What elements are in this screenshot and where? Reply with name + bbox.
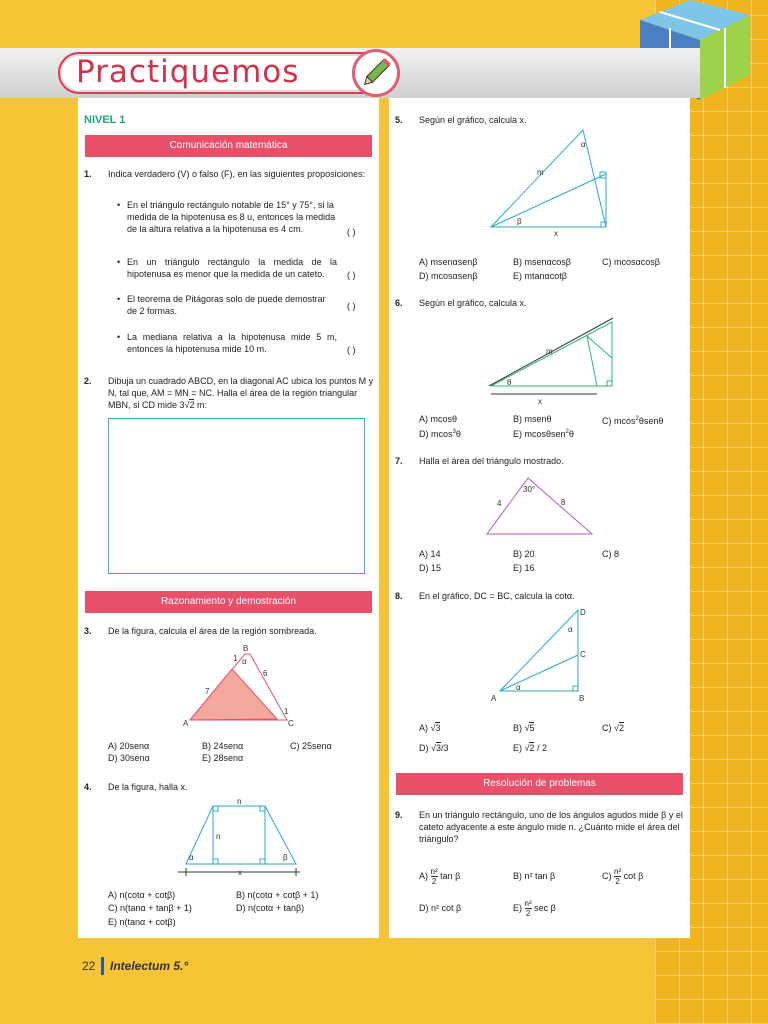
q5-option: C) mcosαcosβ [602,257,660,267]
page-title: Practiquemos [76,54,300,90]
q9-fraction [525,899,532,918]
q6-label-x: x [538,397,542,406]
q9-option-plain: n² tan β [524,871,556,881]
q1-bullet: • [117,332,121,342]
q7-option: D) 15 [419,563,442,573]
q3-label-7: 7 [205,687,210,696]
sqrt-icon: √ [524,743,530,753]
q3-figure [180,640,305,730]
q9-option-label: C) [602,871,612,881]
sqrt-icon: √ [431,743,436,753]
section-comunicacion: Comunicación matemática [85,135,372,157]
q9-numerator: n² [430,867,438,877]
q6-option [419,413,457,425]
q8-label-C: C [580,650,586,659]
q2-text [108,375,374,411]
q2-sqrt-value: 2 [189,400,195,410]
q6-option [419,426,461,440]
q8-text: En el gráfico, DC = BC, calcula la cotα. [419,591,575,601]
sqrt-icon: √ [524,723,530,733]
q6-option-sup: 2 [565,429,569,435]
q6-option-sup: 3 [452,429,456,435]
q4-label-x: x [238,868,242,877]
q8-option-label: D) [419,743,429,753]
q6-option-post: θ [568,429,574,439]
q9-option [602,864,643,888]
q4-label-alpha: α [189,853,194,862]
q6-option-pre: E) mcosθsen [513,429,566,439]
q2-text-b: m: [194,400,207,410]
q7-figure [484,472,596,538]
q5-option: A) msenαsenβ [419,257,478,267]
q9-denominator: 2 [615,877,620,887]
q4-label-n-top: n [237,797,242,806]
q9-option-label: E) [513,903,522,913]
q7-option: E) 16 [513,563,535,573]
q2-number: 2. [84,376,92,386]
q9-option-post: tan β [440,871,461,881]
q8-option-label: B) [513,723,522,733]
q2-text-a: Dibuja un cuadrado ABCD, en la diagonal AC ubica los puntos M y N, tal que, AM = MN = NC. Halla el área de la región triangular MBN, si CD mide 3 [108,376,374,410]
sqrt-icon: √ [430,723,436,733]
q3-option: E) 28senα [202,753,244,763]
q8-option-label: C) [602,723,612,733]
q4-option: B) n(cotα + cotβ + 1) [236,890,319,900]
q8-label-D: D [580,608,586,617]
q7-option: A) 14 [419,549,441,559]
q8-option-tail: / 2 [534,743,547,753]
q4-number: 4. [84,782,92,792]
q7-option: C) 8 [602,549,620,559]
q6-option-pre: A) mcosθ [419,414,458,424]
q6-option [513,426,574,440]
q9-option-label: D) [419,903,429,913]
q3-label-C: C [288,719,294,728]
q6-number: 6. [395,298,403,308]
q3-label-1-top: 1 [233,654,238,663]
q9-fraction [431,867,438,886]
q3-option: C) 25senα [290,741,332,751]
q8-option-label: A) [419,723,428,733]
q5-label-beta: β [517,217,522,226]
q6-option [602,413,663,427]
q4-option: A) n(cotα + cotβ) [108,890,176,900]
q4-label-n-left: n [216,832,221,841]
q1-answer-paren: ( ) [347,345,356,355]
q3-option: A) 20senα [108,741,150,751]
q8-option-tail: /3 [440,743,449,753]
q9-numerator: n² [614,867,622,877]
q8-option-rad: 3 [435,723,441,733]
q6-option-pre: D) mcos [419,429,453,439]
q6-option-post: θ [455,429,461,439]
q6-figure [486,314,616,410]
q9-option-post: sec β [534,903,556,913]
q5-figure [488,128,613,240]
q8-option [419,722,440,734]
q9-option [513,864,555,888]
q8-option-rad: 2 [618,723,624,733]
q8-label-B: B [579,694,585,703]
q4-text: De la figura, halla x. [108,782,188,792]
sqrt-icon: √ [614,723,619,733]
q5-label-m: m [537,168,544,177]
q6-label-m: m [546,347,553,356]
q8-label-alpha-bottom: α [516,683,521,692]
q9-option-plain: n² cot β [431,903,462,913]
q7-option: B) 20 [513,549,535,559]
q6-option-pre: B) msenθ [513,414,552,424]
q1-text: Indica verdadero (V) o falso (F), en las siguientes proposiciones: [108,169,366,179]
q1-bullet: • [117,294,121,304]
q3-text: De la figura, calcula el área de la región sombreada. [108,626,317,636]
q4-figure [178,796,303,881]
q1-answer-paren: ( ) [347,227,356,237]
q8-label-A: A [491,694,497,703]
section-resolucion: Resolución de problemas [396,773,683,795]
page-number: 22 [82,959,96,973]
q7-label-4: 4 [497,499,502,508]
q6-option-post: θsenθ [638,416,664,426]
q9-denominator: 2 [431,877,437,887]
q9-denominator: 2 [525,909,531,919]
q6-option-pre: C) mcos [602,416,636,426]
q1-bullet: • [117,200,121,210]
q7-label-angle: 30° [523,485,536,494]
q2-answer-box[interactable] [108,418,365,574]
q5-text: Según el gráfico, calcula x. [419,115,527,125]
q8-figure [488,604,593,706]
q9-text: En un triángulo rectángulo, uno de los ángulos agudos mide β y el cateto adyacente a este ángulo mide n. ¿Cuánto mide el área del triángulo? [419,810,683,844]
q8-option-label: E) [513,743,522,753]
pencil-icon [352,49,400,97]
q8-option-rad: 2 [529,743,535,753]
q7-label-8: 8 [561,498,566,507]
q1-item-text: El teorema de Pitágoras solo de puede demostrar de 2 formas. [127,294,326,316]
q1-answer-paren: ( ) [347,270,356,280]
q5-option: B) msenαcosβ [513,257,571,267]
q1-bullet: • [117,257,121,267]
section-razonamiento: Razonamiento y demostración [85,591,372,613]
q9-fraction [614,867,621,886]
q9-option [419,864,460,888]
q8-number: 8. [395,591,403,601]
q8-option [513,742,547,754]
q4-option: E) n(tanα + cotβ) [108,917,176,927]
q5-label-x: x [554,229,558,238]
q5-number: 5. [395,115,403,125]
q9-option-post: cot β [623,871,644,881]
q9-option-label: A) [419,871,428,881]
q6-label-theta: θ [507,378,512,387]
q8-option-rad: 5 [529,723,535,733]
q8-option-rad: 3 [435,743,441,753]
q5-option: E) mtanαcotβ [513,271,567,281]
q9-option [419,896,461,920]
q1-number: 1. [84,169,92,179]
footer-divider [101,957,104,975]
q6-option-sup: 2 [635,416,639,422]
footer-brand: Intelectum 5.° [110,959,189,973]
q8-label-alpha-top: α [568,625,573,634]
q3-label-1-right: 1 [284,707,289,716]
q3-label-6: 6 [263,669,268,678]
q8-option [513,722,534,734]
q9-option [513,896,556,920]
q8-option [602,722,624,734]
q1-item-text: En un triángulo rectángulo la medida de la hipotenusa es menor que la medida de un cateto. [127,257,337,279]
q3-label-A: A [183,719,189,728]
q7-number: 7. [395,456,403,466]
q3-option: B) 24senα [202,741,244,751]
q3-label-alpha: α [242,657,247,666]
q6-text: Según el gráfico, calcula x. [419,298,527,308]
q3-option: D) 30senα [108,753,150,763]
q1-answer-paren: ( ) [347,301,356,311]
q1-item-text: La mediana relativa a la hipotenusa mide 5 m, entonces la hipotenusa mide 10 m. [127,332,337,354]
q9-option-label: B) [513,871,522,881]
q6-option [513,413,552,425]
q5-label-alpha: α [581,140,586,149]
sqrt-icon: √ [184,400,190,410]
q3-label-B: B [243,644,249,653]
q4-option: C) n(tanα + tanβ + 1) [108,903,192,913]
q8-option [419,742,449,754]
q1-item-text: En el triángulo rectángulo notable de 15° y 75°, si la medida de la hipotenusa es 8 u, entonces la medida de la altura relativa a la hipotenusa es 4 cm. [127,200,336,234]
q9-numerator: n² [524,899,532,909]
q4-label-beta: β [283,853,288,862]
level-heading: NIVEL 1 [84,114,126,126]
q3-number: 3. [84,626,92,636]
q4-option: D) n(cotα + tanβ) [236,903,305,913]
q7-text: Halla el área del triángulo mostrado. [419,456,564,466]
q5-option: D) mcosαsenβ [419,271,478,281]
q9-number: 9. [395,810,403,820]
